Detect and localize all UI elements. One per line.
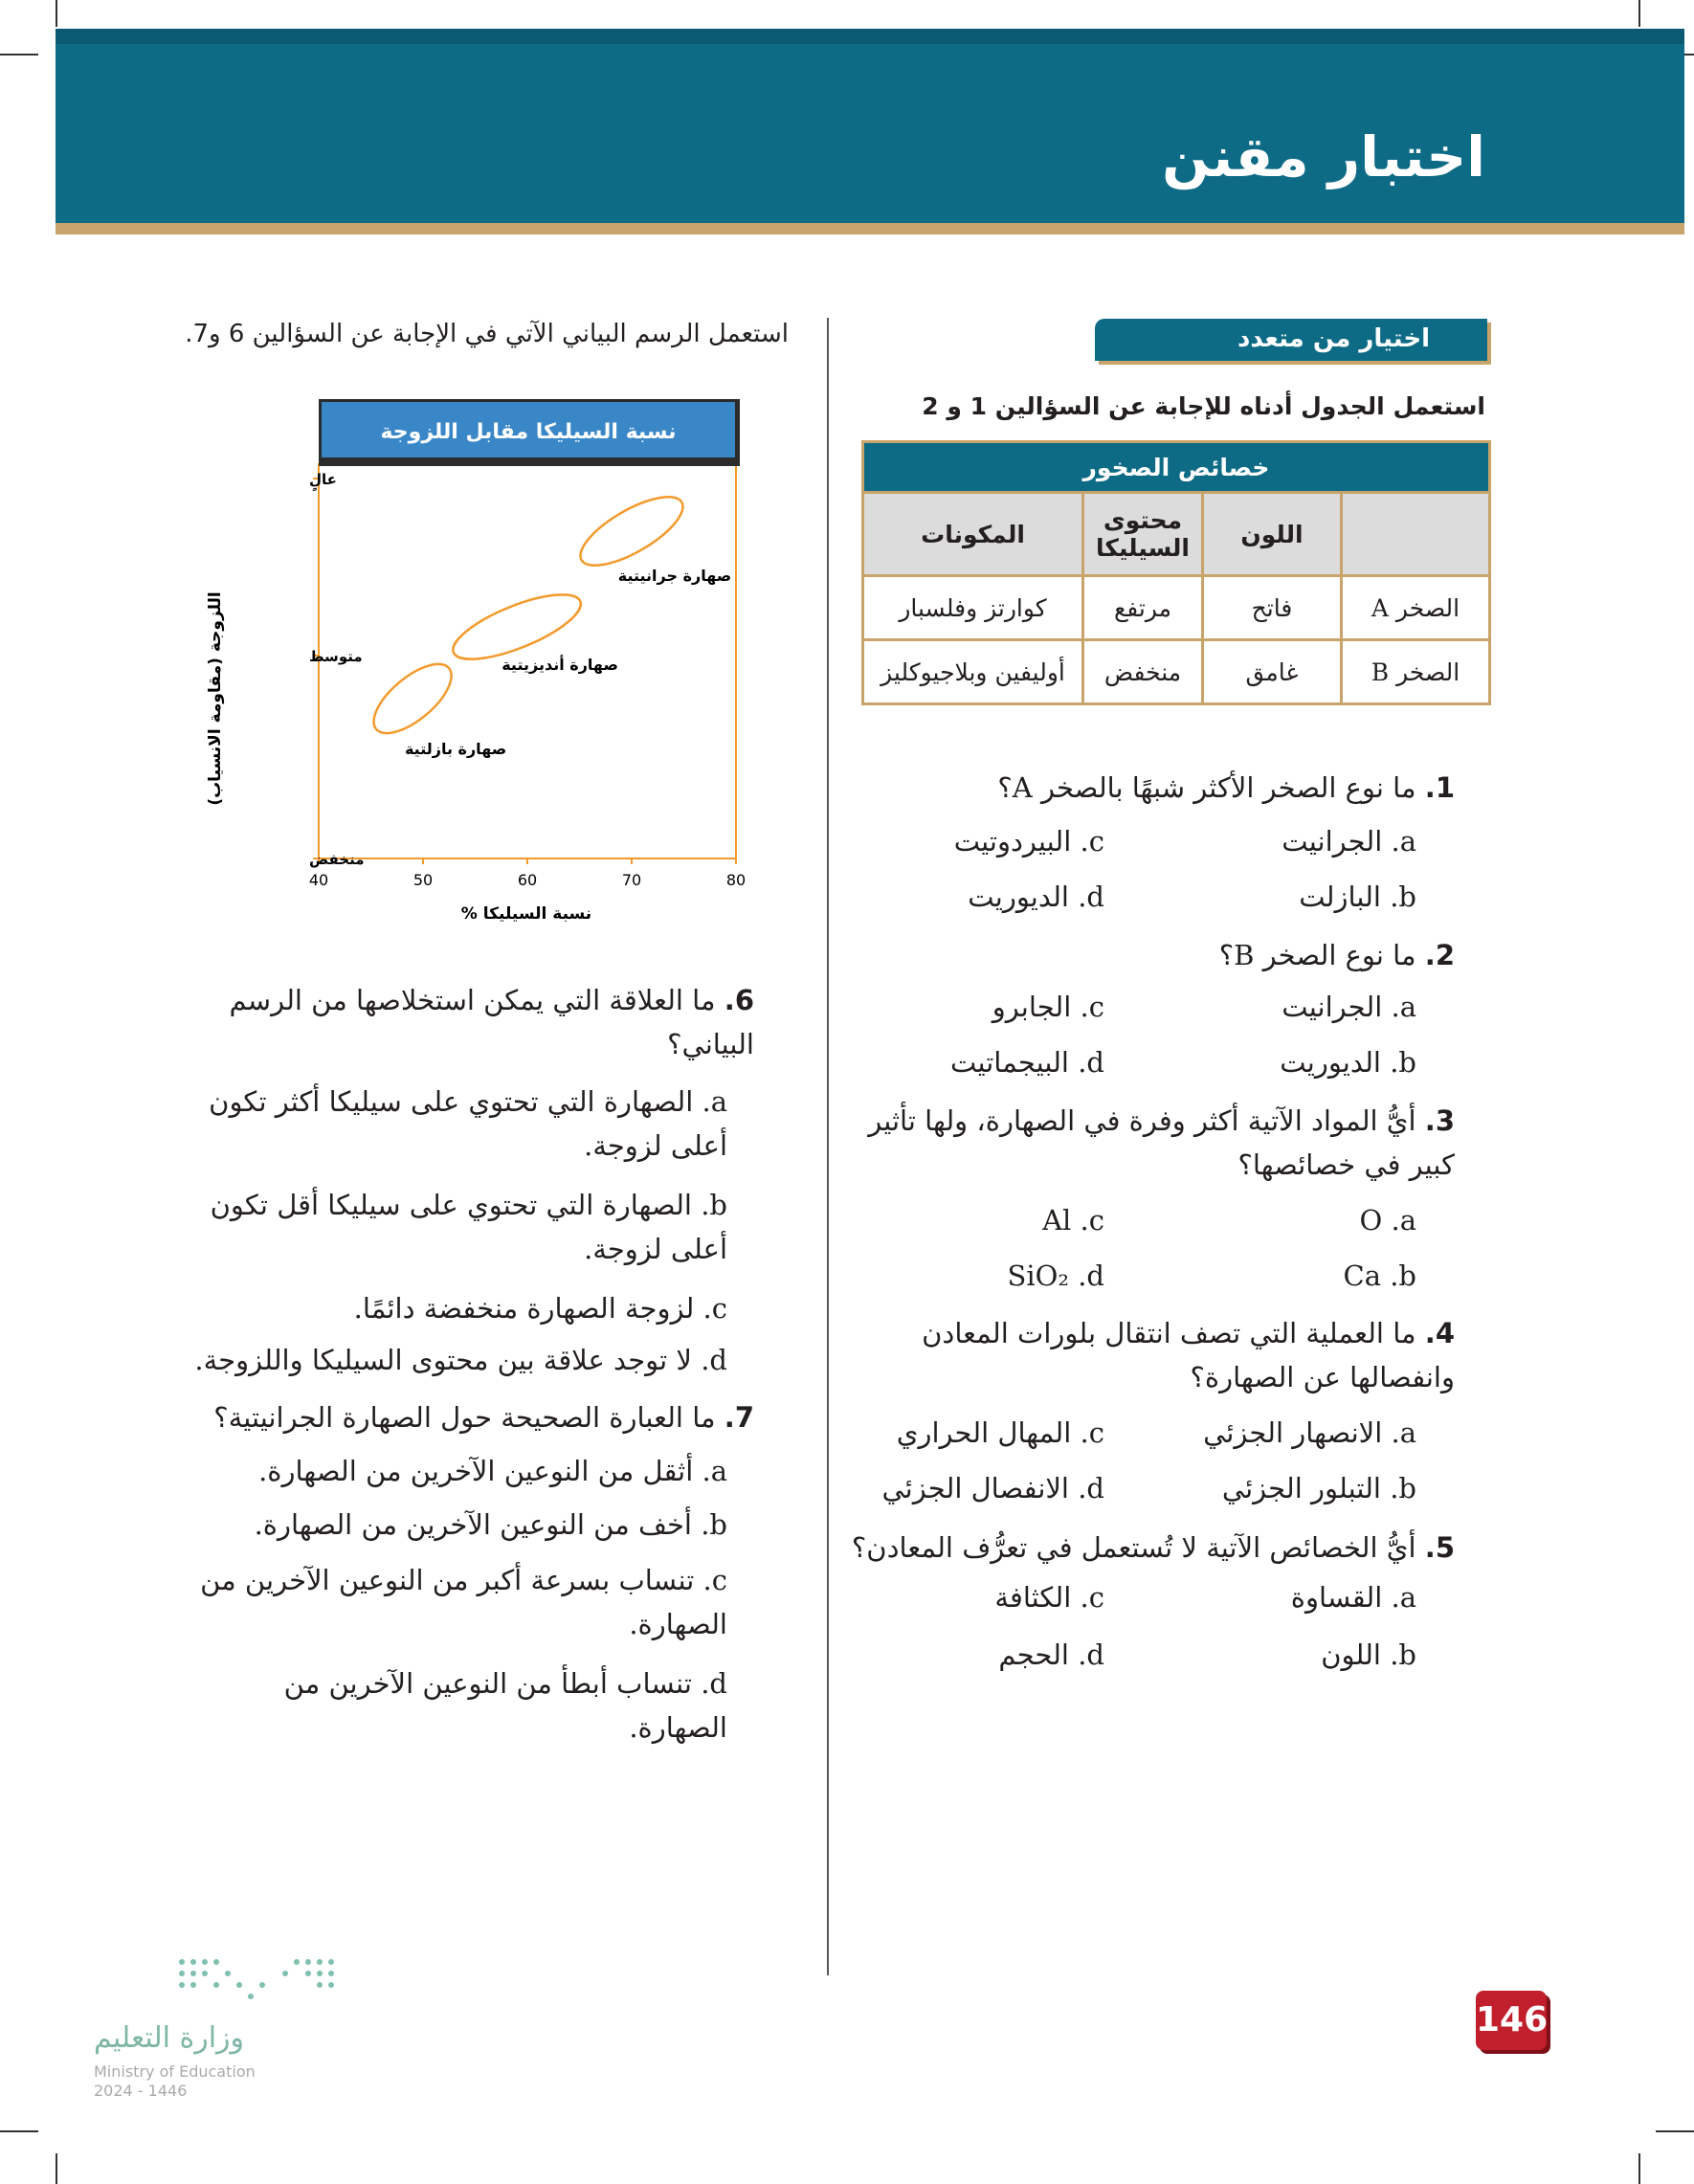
ministry-logo-english: Ministry of Education	[94, 2062, 256, 2081]
question-5	[842, 1526, 1455, 1570]
table-row	[863, 640, 1490, 704]
option-c[interactable]: c. تنساب بسرعة أكبر من النوعين الآخرين من الصهارة.	[200, 1564, 727, 1640]
option-a[interactable]: a. الانصهار الجزئي	[1203, 1416, 1416, 1449]
option-a[interactable]: O .a	[1359, 1204, 1416, 1237]
x-axis-label: نسبة السيليكا %	[460, 904, 592, 924]
page-title: اختبار مقنن	[1162, 124, 1485, 189]
x-tick-label: 60	[517, 871, 538, 889]
x-tick-label: 70	[621, 871, 642, 889]
crop-mark	[1656, 2130, 1694, 2132]
option-a[interactable]: a. القساوة	[1290, 1581, 1416, 1614]
question-text: أيُّ الخصائص الآتية لا تُستعمل في تعرُّف المعادن؟	[851, 1531, 1416, 1564]
question-number: 4.	[1424, 1317, 1455, 1349]
option-a[interactable]: a. الجرانيت	[1282, 825, 1416, 858]
y-tick-label: عالٍ	[309, 471, 337, 488]
table-header-cell: محتوى السيليكا	[1083, 493, 1203, 576]
crop-mark	[0, 2130, 38, 2132]
y-tick-label: متوسط	[309, 648, 363, 665]
option-c[interactable]: c. الجابرو	[992, 991, 1104, 1023]
table-header-cell: اللون	[1203, 493, 1342, 576]
chart-intro: استعمل الرسم البياني الآتي في الإجابة عن السؤالين 6 و7.	[185, 320, 789, 348]
option-c[interactable]: c. البيردوتيت	[953, 825, 1104, 858]
question-text: أيُّ المواد الآتية أكثر وفرة في الصهارة، ولها تأثير كبير في خصائصها؟	[868, 1104, 1455, 1181]
question-3	[842, 1099, 1455, 1187]
question-7	[180, 1395, 754, 1439]
question-1	[842, 766, 1455, 810]
header-shade	[56, 29, 1684, 44]
option-b[interactable]: Ca .b	[1343, 1259, 1416, 1292]
silica-viscosity-chart	[191, 388, 766, 952]
y-tick-label: منخفض	[309, 851, 365, 868]
series-label: صهارة جرانيتية	[617, 567, 732, 585]
ministry-logo-name: وزارة التعليم	[94, 2021, 245, 2055]
question-6	[180, 978, 754, 1066]
question-4	[842, 1311, 1455, 1399]
table-header-cell	[1342, 493, 1490, 576]
table-cell: منخفض	[1083, 640, 1203, 704]
x-tick-label: 40	[308, 871, 329, 889]
question-text: ما العملية التي تصف انتقال بلورات المعادن وانفصالها عن الصهارة؟	[922, 1317, 1455, 1393]
x-axis-ticks	[309, 858, 746, 889]
table-header-cell: المكونات	[863, 493, 1083, 576]
question-text: ما العبارة الصحيحة حول الصهارة الجرانيتية؟	[213, 1401, 716, 1434]
option-a[interactable]: a. الجرانيت	[1282, 991, 1416, 1023]
table-cell: فاتح	[1203, 576, 1342, 640]
table-row	[863, 576, 1490, 640]
option-d[interactable]: d. تنساب أبطأ من النوعين الآخرين من الصهارة.	[283, 1667, 727, 1744]
crop-mark	[1638, 0, 1640, 27]
question-2	[842, 933, 1455, 977]
option-b[interactable]: b. البازلت	[1299, 880, 1416, 913]
crop-mark	[56, 0, 57, 27]
crop-mark	[56, 2153, 57, 2184]
ministry-logo-year: 2024 - 1446	[94, 2082, 188, 2100]
table-caption: خصائص الصخور	[863, 442, 1490, 493]
option-c[interactable]: Al .c	[1042, 1204, 1104, 1237]
question-text: ما نوع الصخر الأكثر شبهًا بالصخر A؟	[997, 771, 1416, 804]
table-cell: الصخر B	[1342, 640, 1490, 704]
option-b[interactable]: b. أخف من النوعين الآخرين من الصهارة.	[254, 1508, 727, 1541]
page-number: 146	[1476, 1991, 1547, 2050]
question-text: ما العلاقة التي يمكن استخلاصها من الرسم البياني؟	[229, 984, 754, 1060]
question-number: 3.	[1424, 1104, 1455, 1137]
table-cell: كوارتز وفلسبار	[863, 576, 1083, 640]
question-number: 5.	[1424, 1531, 1455, 1564]
column-divider	[827, 318, 829, 1975]
option-b[interactable]: b. التبلور الجزئي	[1221, 1472, 1416, 1504]
option-c[interactable]: c. لزوجة الصهارة منخفضة دائمًا.	[353, 1292, 727, 1325]
option-d[interactable]: d. الانفصال الجزئي	[881, 1472, 1104, 1504]
table-cell: مرتفع	[1083, 576, 1203, 640]
table-cell: الصخر A	[1342, 576, 1490, 640]
option-b[interactable]: b. الديوريت	[1280, 1046, 1416, 1079]
question-number: 1.	[1424, 771, 1455, 804]
option-d[interactable]: SiO₂ .d	[1007, 1259, 1104, 1292]
option-a[interactable]: a. أثقل من النوعين الآخرين من الصهارة.	[258, 1455, 727, 1487]
chart-title: نسبة السيليكا مقابل اللزوجة	[380, 420, 677, 444]
x-tick-label: 80	[725, 871, 747, 889]
option-d[interactable]: d. الحجم	[998, 1638, 1104, 1671]
series-label: صهارة بازلتية	[404, 740, 507, 758]
option-b[interactable]: b. اللون	[1321, 1638, 1416, 1671]
table-cell: أوليفين وبلاجيوكليز	[863, 640, 1083, 704]
section-header	[1095, 319, 1487, 361]
header-underline	[56, 223, 1684, 234]
question-number: 2.	[1424, 939, 1455, 971]
table-intro: استعمل الجدول أدناه للإجابة عن السؤالين 1 و 2	[922, 392, 1485, 420]
option-d[interactable]: d. لا توجد علاقة بين محتوى السيليكا واللزوجة.	[194, 1344, 727, 1376]
question-number: 7.	[724, 1401, 754, 1434]
y-axis-label: اللزوجة (مقاومة الانسياب)	[206, 591, 225, 806]
crop-mark	[1638, 2153, 1640, 2184]
question-text: ما نوع الصخر B؟	[1218, 939, 1416, 971]
rock-properties-table	[861, 440, 1491, 705]
series-label: صهارة أنديزيتية	[502, 656, 618, 674]
option-b[interactable]: b. الصهارة التي تحتوي على سيليكا أقل تكون أعلى لزوجة.	[210, 1189, 727, 1265]
x-tick-label: 50	[412, 871, 434, 889]
option-d[interactable]: d. البيجماتيت	[949, 1046, 1104, 1079]
option-a[interactable]: a. الصهارة التي تحتوي على سيليكا أكثر تكون أعلى لزوجة.	[209, 1085, 727, 1162]
option-c[interactable]: c. المهال الحراري	[896, 1416, 1104, 1449]
ministry-logo-icon	[172, 1952, 345, 2010]
question-number: 6.	[724, 984, 754, 1016]
option-d[interactable]: d. الديوريت	[968, 880, 1104, 913]
table-cell: غامق	[1203, 640, 1342, 704]
option-c[interactable]: c. الكثافة	[994, 1581, 1104, 1614]
section-header-label: اختيار من متعدد	[1237, 324, 1430, 353]
crop-mark	[0, 54, 38, 56]
